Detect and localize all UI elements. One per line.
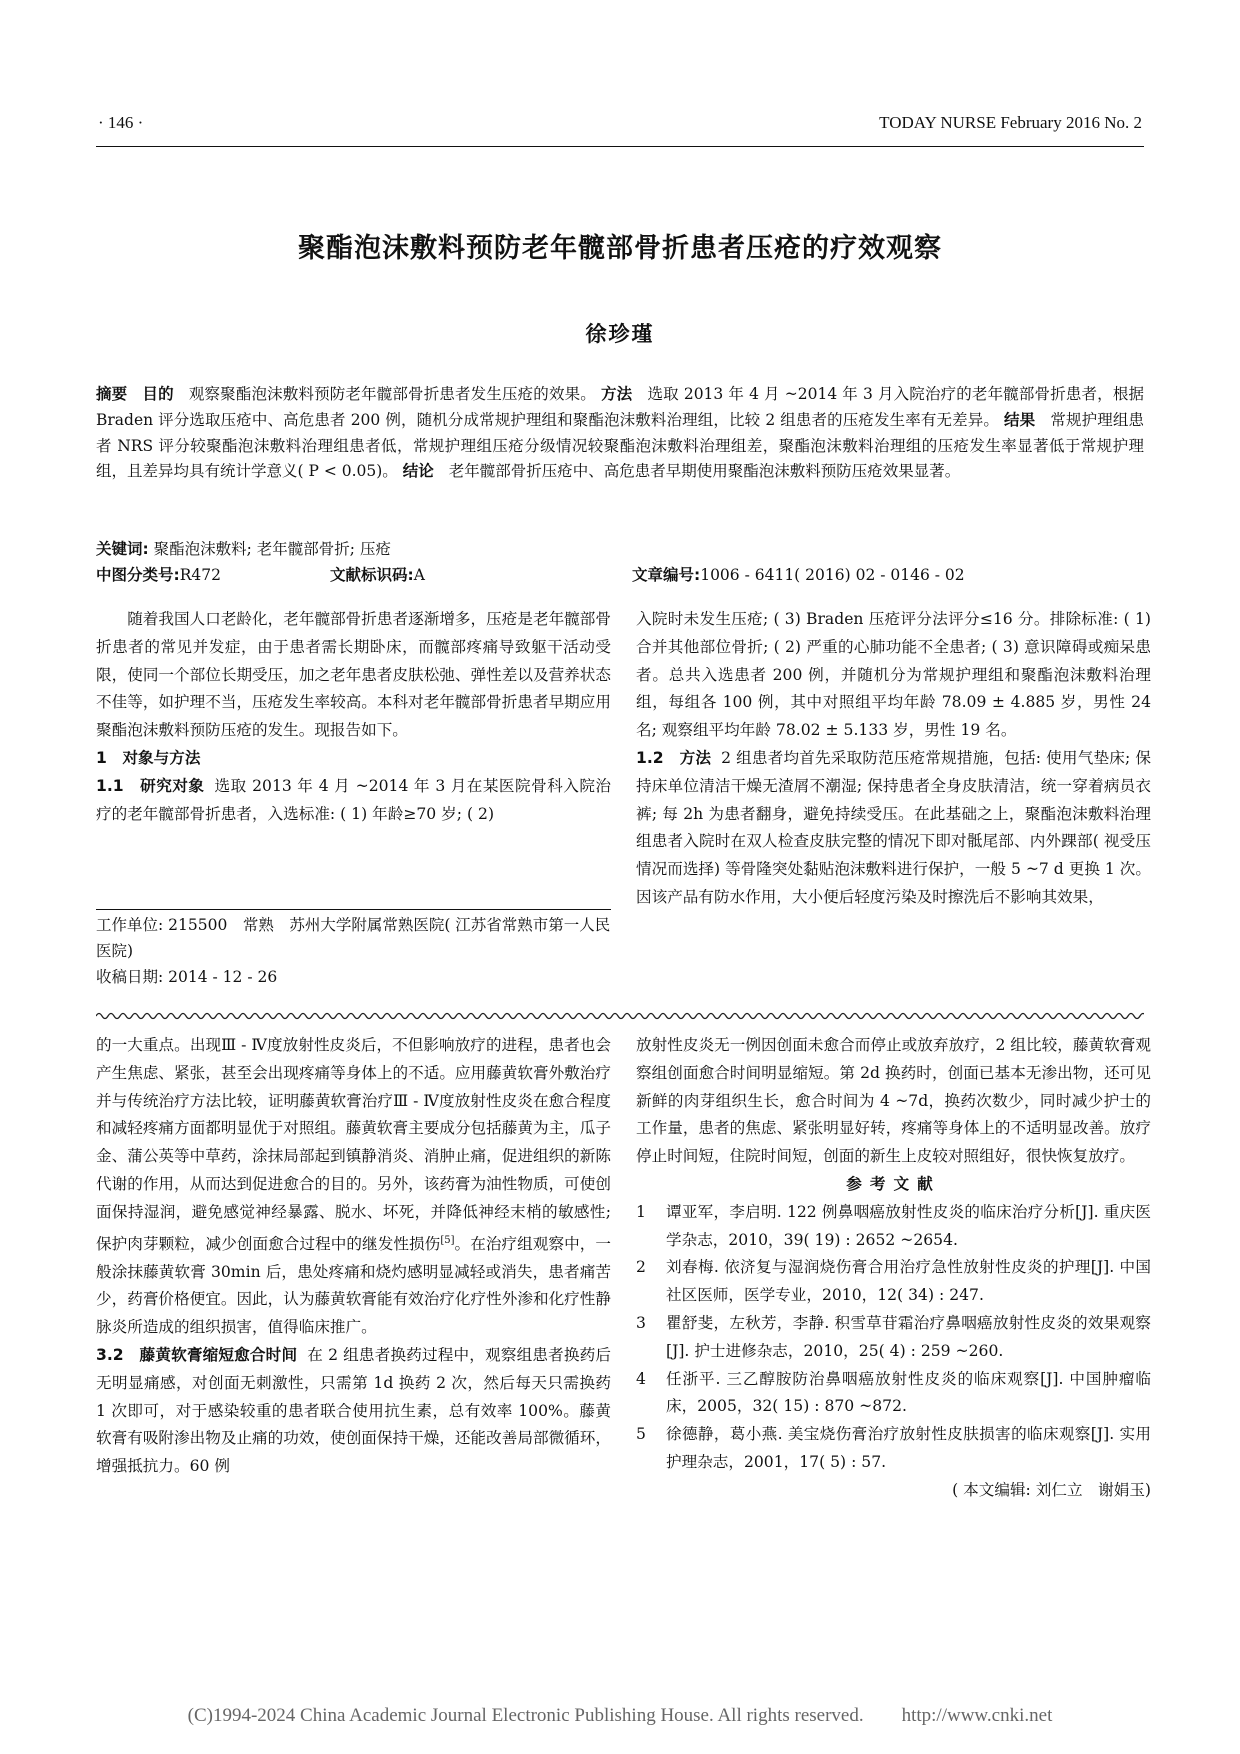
subsection-label: 1.2 方法 (636, 748, 712, 767)
reference-number: 4 (636, 1369, 646, 1388)
body-upper-right-column (636, 606, 1151, 912)
clc-label: 中图分类号: (96, 566, 180, 584)
subsection-paragraph (96, 1342, 611, 1481)
doc-code-value: A (413, 566, 425, 584)
citation: [5] (440, 1234, 455, 1246)
methods-text: 选取 2013 年 4 月 ~2014 年 3 月入院治疗的老年髋部骨折患者，根据 Braden 评分选取压疮中、高危患者 200 例，随机分成常规护理组和聚酯泡沫敷料治理组，比较 2 组患者的压疮发生率有无差异。 (96, 385, 1144, 429)
work-unit: 工作单位: 215500 常熟 苏州大学附属常熟医院( 江苏省常熟市第一人民医院) (96, 916, 611, 960)
section-heading: 1 对象与方法 (96, 748, 201, 767)
keywords-label: 关键词: (96, 540, 149, 558)
conclusion-label: 结论 (402, 462, 434, 481)
wavy-line (96, 1014, 1144, 1019)
clc-value: R472 (179, 566, 221, 584)
reference-item (636, 1310, 1151, 1366)
references-heading: 参考文献 (846, 1174, 941, 1193)
reference-text: 谭亚军，李启明. 122 例鼻咽癌放射性皮炎的临床治疗分析[J]. 重庆医学杂志，2010，39( 19) : 2652 ~2654. (666, 1202, 1151, 1249)
subsection-text: 在 2 组患者换药过程中，观察组患者换药后无明显痛感，对创面无刺激性，只需第 1d 换药 2 次，然后每天只需换药 1 次即可，对于感染较重的患者联合使用抗生素，总有效率 100%。藤黄软膏有吸附渗出物及止痛的功效，使创面保持干燥，还能改善局部微循环，增强抵抗力。60 例 (96, 1345, 611, 1476)
reference-text: 刘春梅. 依济复与湿润烧伤膏合用治疗急性放射性皮炎的护理[J]. 中国社区医师，医学专业，2010，12( 34) : 247. (666, 1258, 1151, 1305)
reference-number: 5 (636, 1425, 646, 1444)
subsection-text: 选取 2013 年 4 月 ~2014 年 3 月在某医院骨科入院治疗的老年髋部骨折患者，入选标准: ( 1) 年龄≥70 岁; ( 2) (96, 776, 611, 823)
reference-list (636, 1199, 1151, 1477)
editors-note: ( 本文编辑: 刘仁立 谢娟玉) (952, 1480, 1151, 1499)
reference-number: 3 (636, 1313, 646, 1332)
reference-number: 1 (636, 1202, 646, 1221)
discussion-paragraph: 放射性皮炎无一例因创面未愈合而停止或放弃放疗，2 组比较，藤黄软膏观察组创面愈合时间明显缩短。第 2d 换药时，创面已基本无渗出物，还可见新鲜的肉芽组织生长，愈合时间为 4 ~7d，换药次数少，同时减少护士的工作量，患者的焦虑、紧张明显好转，疼痛等身体上的不适明显改善。放疗停止时间短，住院时间短，创面的新生上皮较对照组好，很快恢复放疗。 (636, 1036, 1151, 1166)
doc-code-label: 文献标识码: (330, 566, 414, 584)
criteria-paragraph: 入院时未发生压疮; ( 3) Braden 压疮评分法评分≤16 分。排除标准: ( 1) 合并其他部位骨折; ( 2) 严重的心肺功能不全患者; ( 3) 意识障碍或痴呆患者。总共入选患者 200 例，并随机分为常规护理组和聚酯泡沫敷料治理组，每组各 100 例，其中对照组平均年龄 78.09 ± 4.885 岁，男性 24 名; 观察组平均年龄 78.02 ± 5.133 岁，男性 19 名。 (636, 610, 1151, 740)
footnote-rule (96, 909, 611, 910)
reference-text: 徐德静，葛小燕. 美宝烧伤膏治疗放射性皮肤损害的临床观察[J]. 实用护理杂志，2001，17( 5) : 57. (666, 1425, 1151, 1471)
reference-number: 2 (636, 1258, 646, 1277)
copyright-footer: (C)1994-2024 China Academic Journal Electronic Publishing House. All rights reserved. http://www.cnki.net (187, 1705, 1053, 1726)
methods-label: 方法 (601, 385, 633, 403)
discussion-text-end: 。在治疗组观察中，一般涂抹藤黄软膏 30min 后，患处疼痛和烧灼感明显减轻或消失，患者痛苦少，药膏价格便宜。因此，认为藤黄软膏能有效治疗化疗性外渗和化疗性静脉炎所造成的组织损害，值得临床推广。 (96, 1234, 611, 1337)
subsection-paragraph (96, 773, 611, 829)
results-label: 结果 (1004, 410, 1036, 429)
reference-text: 瞿舒斐，左秋芳，李静. 积雪草苷霜治疗鼻咽癌放射性皮炎的效果观察[J]. 护士进修杂志，2010，25( 4) : 259 ~260. (666, 1313, 1151, 1360)
intro-paragraph: 随着我国人口老龄化，老年髋部骨折患者逐渐增多，压疮是老年髋部骨折患者的常见并发症，由于患者需长期卧床，而髋部疼痛导致躯干活动受限，使同一个部位长期受压，加之老年患者皮肤松弛、弹性差以及营养状态不佳等，如护理不当，压疮发生率较高。本科对老年髋部骨折患者早期应用聚酯泡沫敷料预防压疮的发生。现报告如下。 (96, 610, 611, 740)
discussion-paragraph (96, 1032, 611, 1342)
purpose-text: 观察聚酯泡沫敷料预防老年髋部骨折患者发生压疮的效果。 (188, 385, 596, 403)
methods-paragraph (636, 745, 1151, 912)
reference-item (636, 1366, 1151, 1422)
received-date: 收稿日期: 2014 - 12 - 26 (96, 968, 278, 986)
discussion-text: 的一大重点。出现Ⅲ - Ⅳ度放射性皮炎后，不但影响放疗的进程，患者也会产生焦虑、紧张，甚至会出现疼痛等身体上的不适。应用藤黄软膏外敷治疗并与传统治疗方法比较，证明藤黄软膏治疗Ⅲ - Ⅳ度放射性皮炎在愈合程度和减轻疼痛方面都明显优于对照组。藤黄软膏主要成分包括藤黄为主，瓜子金、蒲公英等中草药，涂抹局部起到镇静消炎、消肿止痛，促进组织的新陈代谢的作用，从而达到促进愈合的目的。另外，该药膏为油性物质，可使创面保持湿润，避免感觉神经暴露、脱水、坏死，并降低神经末梢的敏感性; 保护肉芽颗粒，减少创面愈合过程中的继发性损伤 (96, 1036, 611, 1253)
results-text: 常规护理组患者 NRS 评分较聚酯泡沫敷料治理组患者低，常规护理组压疮分级情况较聚酯泡沫敷料治理组差，聚酯泡沫敷料治理组的压疮发生率显著低于常规护理组，且差异均具有统计学意义( P < 0.05)。 (96, 410, 1144, 481)
article-no-label: 文章编号: (632, 566, 701, 584)
abstract (96, 382, 1144, 485)
reference-item (636, 1421, 1151, 1477)
journal-header: TODAY NURSE February 2016 No. 2 (879, 113, 1142, 132)
author: 徐珍瑾 (585, 322, 655, 346)
body-lower-right-column (636, 1032, 1151, 1505)
article-title: 聚酯泡沫敷料预防老年髋部骨折患者压疮的疗效观察 (298, 233, 942, 264)
body-lower-left-column (96, 1032, 611, 1481)
subsection-text: 2 组患者均首先采取防范压疮常规措施，包括: 使用气垫床; 保持床单位清洁干燥无渣屑不潮湿; 保持患者全身皮肤清洁，统一穿着病员衣裤; 每 2h 为患者翻身，避免持续受压。在此基础之上，聚酯泡沫敷料治理组患者入院时在双人检查皮肤完整的情况下即对骶尾部、内外踝部( 视受压情况而选择) 等骨隆突处黏贴泡沫敷料进行保护，一般 5 ~7 d 更换 1 次。因该产品有防水作用，大小便后轻度污染及时擦洗后不影响其效果， (636, 748, 1151, 906)
keywords (96, 537, 1144, 561)
purpose-label: 目的 (142, 385, 174, 403)
clc-number (96, 563, 221, 585)
reference-item (636, 1199, 1151, 1255)
document-code (330, 563, 425, 585)
page-number: · 146 · (98, 113, 144, 132)
wavy-separator (96, 1010, 1144, 1022)
abstract-label: 摘要 (96, 385, 128, 403)
reference-text: 任浙平. 三乙醇胺防治鼻咽癌放射性皮炎的临床观察[J]. 中国肿瘤临床，2005，32( 15) : 870 ~872. (666, 1369, 1151, 1416)
article-number (632, 563, 965, 585)
body-upper-left-column (96, 606, 611, 828)
subsection-label: 3.2 藤黄软膏缩短愈合时间 (96, 1345, 298, 1364)
article-no-value: 1006 - 6411( 2016) 02 - 0146 - 02 (700, 566, 965, 584)
reference-item (636, 1254, 1151, 1310)
affiliation-footnote (96, 912, 611, 990)
subsection-label: 1.1 研究对象 (96, 776, 205, 795)
conclusion-text: 老年髋部骨折压疮中、高危患者早期使用聚酯泡沫敷料预防压疮效果显著。 (448, 462, 961, 481)
keywords-text: 聚酯泡沫敷料; 老年髋部骨折; 压疮 (153, 540, 391, 558)
header-rule (96, 146, 1144, 147)
